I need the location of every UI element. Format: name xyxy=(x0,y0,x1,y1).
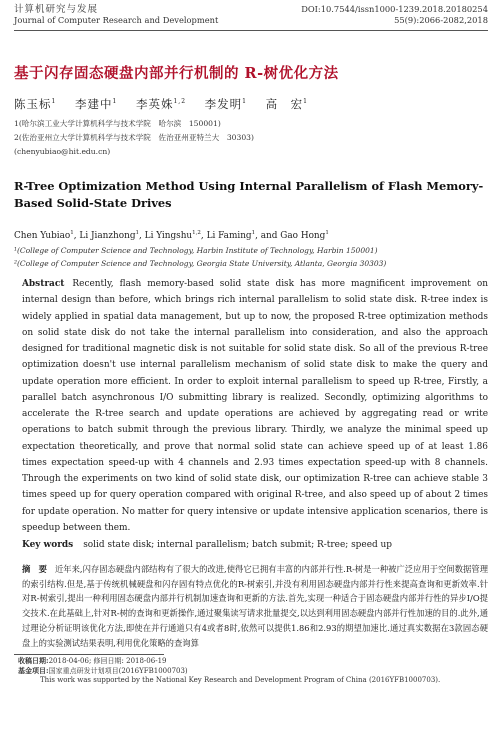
affiliation-cn-1: 1(哈尔滨工业大学计算机科学与技术学院 哈尔滨 150001) xyxy=(14,119,221,128)
abstract-chinese xyxy=(22,562,488,650)
volume-issue: 55(9):2066-2082,2018 xyxy=(394,15,488,25)
header-rule xyxy=(14,30,488,31)
author-cn: 李英姝$^{1,2}$ xyxy=(135,97,187,111)
author-cn: 高 宏$^1$ xyxy=(265,97,308,111)
abstract-cn-label: 摘 要 xyxy=(22,564,47,574)
citation-info xyxy=(301,4,488,26)
affiliation-en-2: ²(College of Computer Science and Technology, Georgia State University, Atlanta, Georgia 30303) xyxy=(14,259,387,268)
abstract-english xyxy=(22,276,488,536)
journal-name-en: Journal of Computer Research and Development xyxy=(14,15,219,25)
authors-english: Chen Yubiao$^1$, Li Jianzhong$^1$, Li Yingshu$^{1,2}$, Li Faming$^1$, and Gao Hong$^1$ xyxy=(14,230,329,241)
author-cn: 李建中$^1$ xyxy=(74,97,118,111)
running-header xyxy=(14,4,488,30)
footnote-funding-en: This work was supported by the National Key Research and Development Program of China (2016YFB1000703). xyxy=(40,676,441,684)
abstract-text: Recently, flash memory-based solid state disk has more magnificent improvement on internal design than before, which brings rich internal parallelism to solid state disk. R-tree index is widely applied in spatial data management, but up to now, the proposed R-tree optimization methods on solid state disk do not take the internal parallelism into consideration, and also the approach designed for traditional magnetic disk is not suitable for solid state disk. So all of the previous R-tree optimization doesn't use internal parallelism mechanism of solid state disk to make the query and update operation more efficient. In order to exploit internal parallelism to speed up R-tree, Firstly, a parallel batch asynchronous I/O submitting library is realized. Secondly, optimizing algorithms to accelerate the R-tree search and update operations are achieved by aggregating read or write operations to batch submit through the previous library. Thirdly, we analyze the minimal speed up expectation theoretically, and prove that normal solid state can achieve speed up of at least 1.86 times expectation speed-up with 4 channels and 2.93 times expectation speed-up with 8 channels. Through the experiments on two kind of solid state disk, our optimization R-tree can achieve stable 3 times speed up for query operation compared with original R-tree, and also speed up of about 2 times for update operation. No matter for query intensive or update intensive application scenarios, there is speedup between them. xyxy=(22,279,488,533)
affiliation-cn-2: 2(佐治亚州立大学计算机科学与技术学院 佐治亚州亚特兰大 30303) xyxy=(14,133,254,142)
authors-chinese xyxy=(14,96,308,112)
keywords-label: Key words xyxy=(22,540,74,550)
abstract-cn-text: 近年来,闪存固态硬盘内部结构有了很大的改进,使得它已拥有丰富的内部并行性.R-树是一种被广泛应用于空间数据管理的索引结构.但是,基于传统机械硬盘和闪存固有特点优化的R-树索引,并没有利用固态硬盘内部并行性来提高查询和更新效率.针对R-树索引,提出一种利用固态硬盘内部并行机制加速查询和更新的方法.首先,实现一种适合于固态硬盘内部并行性的异步I/O提交技术.在此基础上,针对R-树的查询和更新操作,通过聚集读写请求批量提交,以达到利用固态硬盘内部并行性加速的目的.此外,通过理论分析证明该优化方法,即使在并行通道只有4或者8时,依然可以提供1.86和2.93的期望加速比.通过真实数据在3款固态硬盘上的实验测试结果表明,利用优化策略的查询算 xyxy=(22,564,488,648)
journal-name-cn: 计算机研究与发展 xyxy=(14,4,99,15)
doi: DOI:10.7544/issn1000-1239.2018.20180254 xyxy=(301,4,488,14)
keywords-text: solid state disk; internal parallelism; batch submit; R-tree; speed up xyxy=(83,540,393,550)
footnote-funding: 基金项目:国家重点研发计划项目(2016YFB1000703) xyxy=(18,666,188,675)
author-cn: 李发明$^1$ xyxy=(204,97,247,111)
footnote-rule xyxy=(14,654,164,655)
title-chinese: 基于闪存固态硬盘内部并行机制的 R-树优化方法 xyxy=(14,65,339,82)
affiliation-en-1: ¹(College of Computer Science and Technology, Harbin Institute of Technology, Harbin 150001) xyxy=(14,246,378,255)
author-cn: 陈玉标$^1$ xyxy=(14,97,57,111)
author-email: (chenyubiao@hit.edu.cn) xyxy=(14,147,111,156)
keywords-english xyxy=(22,540,488,550)
abstract-label: Abstract xyxy=(22,279,65,289)
title-english: R-Tree Optimization Method Using Internal Parallelism of Flash Memory-Based Solid-State Drives xyxy=(14,179,484,210)
footnote-received: 收稿日期:2018-04-06; 修回日期: 2018-06-19 xyxy=(18,656,167,665)
journal-name xyxy=(14,4,218,26)
